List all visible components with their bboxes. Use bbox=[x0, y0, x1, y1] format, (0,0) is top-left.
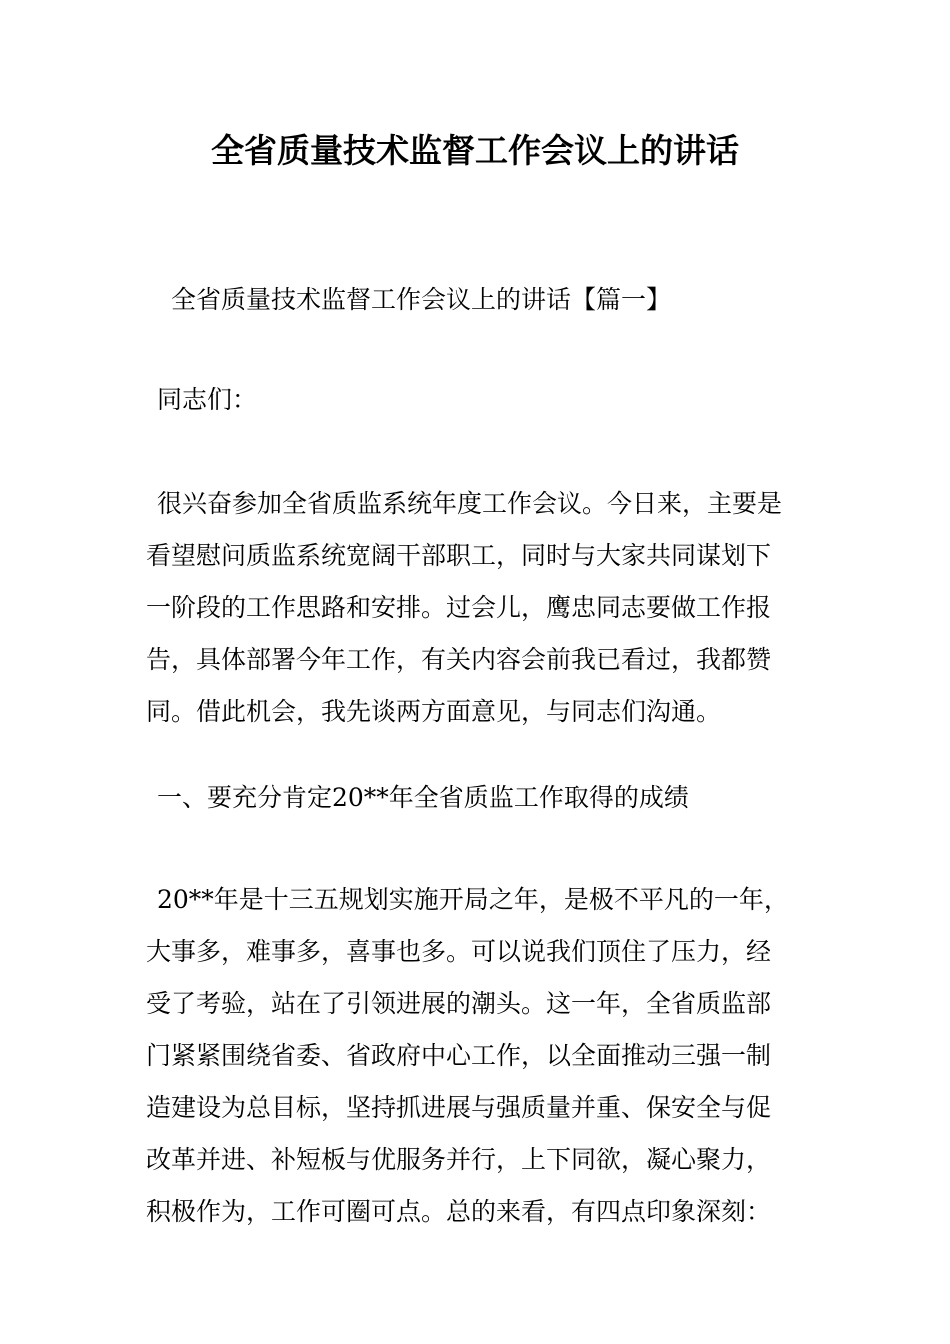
paragraph-line: 一阶段的工作思路和安排。过会儿，鹰忠同志要做工作报 bbox=[146, 593, 772, 622]
section-heading: 一、要充分肯定20**年全省质监工作取得的成绩 bbox=[157, 783, 689, 812]
paragraph-line: 积极作为，工作可圈可点。总的来看，有四点印象深刻： bbox=[146, 1197, 772, 1226]
paragraph-line: 大事多，难事多，喜事也多。可以说我们顶住了压力，经 bbox=[146, 937, 772, 966]
salutation: 同志们： bbox=[157, 385, 258, 414]
paragraph-line: 受了考验，站在了引领进展的潮头。这一年，全省质监部 bbox=[146, 989, 772, 1018]
document-title: 全省质量技术监督工作会议上的讲话 bbox=[211, 131, 739, 170]
paragraph-line: 造建设为总目标，坚持抓进展与强质量并重、保安全与促 bbox=[146, 1093, 772, 1122]
paragraph-line: 20**年是十三五规划实施开局之年，是极不平凡的一年， bbox=[157, 885, 789, 914]
paragraph-line: 很兴奋参加全省质监系统年度工作会议。今日来，主要是 bbox=[157, 489, 783, 518]
paragraph-1 bbox=[146, 478, 806, 738]
paragraph-line: 告，具体部署今年工作，有关内容会前我已看过，我都赞 bbox=[146, 645, 772, 674]
paragraph-line: 看望慰问质监系统宽阔干部职工，同时与大家共同谋划下 bbox=[146, 541, 772, 570]
paragraph-line: 门紧紧围绕省委、省政府中心工作，以全面推动三强一制 bbox=[146, 1041, 772, 1070]
paragraph-line: 改革并进、补短板与优服务并行，上下同欲，凝心聚力， bbox=[146, 1145, 772, 1174]
section-subtitle: 全省质量技术监督工作会议上的讲话【篇一】 bbox=[171, 285, 672, 314]
paragraph-line: 同。借此机会，我先谈两方面意见，与同志们沟通。 bbox=[146, 697, 722, 726]
paragraph-2 bbox=[146, 874, 806, 1238]
